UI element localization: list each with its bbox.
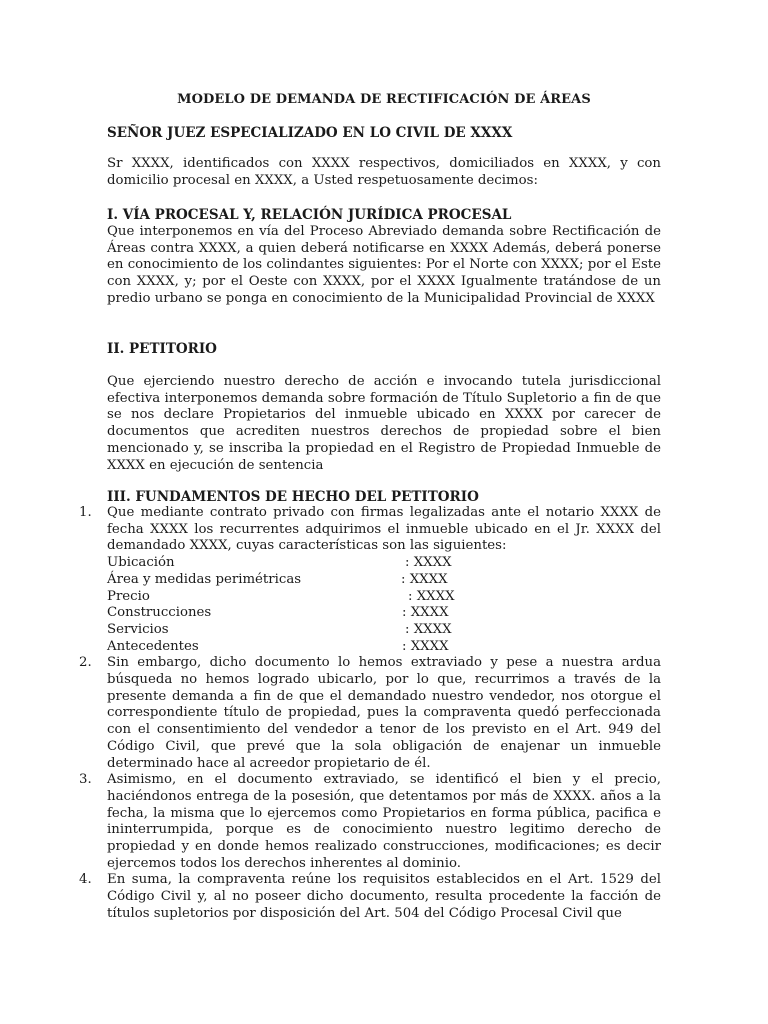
addressee: SEÑOR JUEZ ESPECIALIZADO EN LO CIVIL DE XXXX xyxy=(107,125,513,141)
list-item xyxy=(79,772,661,872)
spec-row xyxy=(107,622,661,639)
spec-label: Área y medidas perimétricas xyxy=(107,571,302,587)
list-item xyxy=(79,872,661,922)
spec-label: Precio xyxy=(107,588,150,604)
spec-row xyxy=(107,639,661,656)
facts-list xyxy=(79,505,661,923)
spec-row xyxy=(107,605,661,622)
list-item xyxy=(79,655,661,772)
spec-row xyxy=(107,572,661,589)
section-2-heading: II. PETITORIO xyxy=(107,341,217,357)
document-title: MODELO DE DEMANDA DE RECTIFICACIÓN DE ÁREAS xyxy=(177,92,591,107)
spec-row xyxy=(107,589,661,606)
spec-row xyxy=(107,555,661,572)
spec-value: : XXXX xyxy=(402,638,449,654)
spec-label: Antecedentes xyxy=(107,638,199,654)
spec-value: : XXXX xyxy=(402,605,449,621)
list-item-text: Que mediante contrato privado con firmas legalizadas ante el notario XXXX de fecha XXXX los recurrentes adquirimos el inmueble ubicado en el Jr. XXXX del demandado XXXX, cuyas características son las siguientes: xyxy=(107,505,661,554)
spec-value: : XXXX xyxy=(405,621,452,637)
list-item-text: En suma, la compraventa reúne los requisitos establecidos en el Art. 1529 del Código Civil y, al no poseer dicho documento, resulta procedente la facción de títulos supletorios por disposición del Art. 504 del Código Procesal Civil que xyxy=(107,872,661,921)
list-item-text: Asimismo, en el documento extraviado, se identificó el bien y el precio, haciéndonos entrega de la posesión, que detentamos por más de XXXX. años a la fecha, la misma que lo ejercemos como Propietarios en forma pública, pacifica e ininterrumpida, porque es de conocimiento nuestro legitimo derecho de propiedad y en donde hemos realizado construcciones, modificaciones; es decir ejercemos todos los derechos inherentes al dominio. xyxy=(107,772,661,871)
spec-label: Servicios xyxy=(107,621,169,637)
spec-value: : XXXX xyxy=(401,571,448,587)
spec-value: : XXXX xyxy=(405,555,452,571)
list-item-number: 2. xyxy=(79,655,92,671)
section-2-paragraph: Que ejerciendo nuestro derecho de acción e invocando tutela jurisdiccional efectiva interponemos demanda sobre formación de Título Supletorio a fin de que se nos declare Propietarios del inmueble ubicado en XXXX por carecer de documentos que acrediten nuestros derechos de propiedad sobre el bien mencionado y, se inscriba la propiedad en el Registro de Propiedad Inmueble de XXXX en ejecución de sentencia xyxy=(107,374,661,473)
list-item-number: 1. xyxy=(79,505,92,520)
spec-label: Ubicación xyxy=(107,555,175,571)
section-3-heading: III. FUNDAMENTOS DE HECHO DEL PETITORIO xyxy=(107,489,479,505)
section-1-heading: I. VÍA PROCESAL Y, RELACIÓN JURÍDICA PROCESAL xyxy=(107,207,512,223)
spec-value: : XXXX xyxy=(408,588,455,604)
list-item xyxy=(79,505,661,655)
section-1-paragraph: Que interponemos en vía del Proceso Abreviado demanda sobre Rectificación de Áreas contra XXXX, a quien deberá notificarse en XXXX Además, deberá ponerse en conocimiento de los colindantes siguientes: Por el Norte con XXXX; por el Este con XXXX, y; por el Oeste con XXXX, por el XXXX Igualmente tratándose de un predio urbano se ponga en conocimiento de la Municipalidad Provincial de XXXX xyxy=(107,224,661,306)
list-item-text: Sin embargo, dicho documento lo hemos extraviado y pese a nuestra ardua búsqueda no hemos logrado ubicarlo, por lo que, recurrimos a través de la presente demanda a fin de que el demandado nuestro vendedor, nos otorgue el correspondiente título de propiedad, pues la compraventa quedó perfeccionada con el consentimiento del vendedor a tenor de los previsto en el Art. 949 del Código Civil, que prevé que la sola obligación de enajenar un inmueble determinado hace al acreedor propietario de él. xyxy=(107,655,661,771)
property-characteristics xyxy=(107,555,661,655)
list-item-number: 3. xyxy=(79,772,92,788)
spec-label: Construcciones xyxy=(107,605,212,621)
intro-paragraph: Sr XXXX, identificados con XXXX respectivos, domiciliados en XXXX, y con domicilio procesal en XXXX, a Usted respetuosamente decimos: xyxy=(107,156,661,188)
list-item-number: 4. xyxy=(79,872,92,888)
